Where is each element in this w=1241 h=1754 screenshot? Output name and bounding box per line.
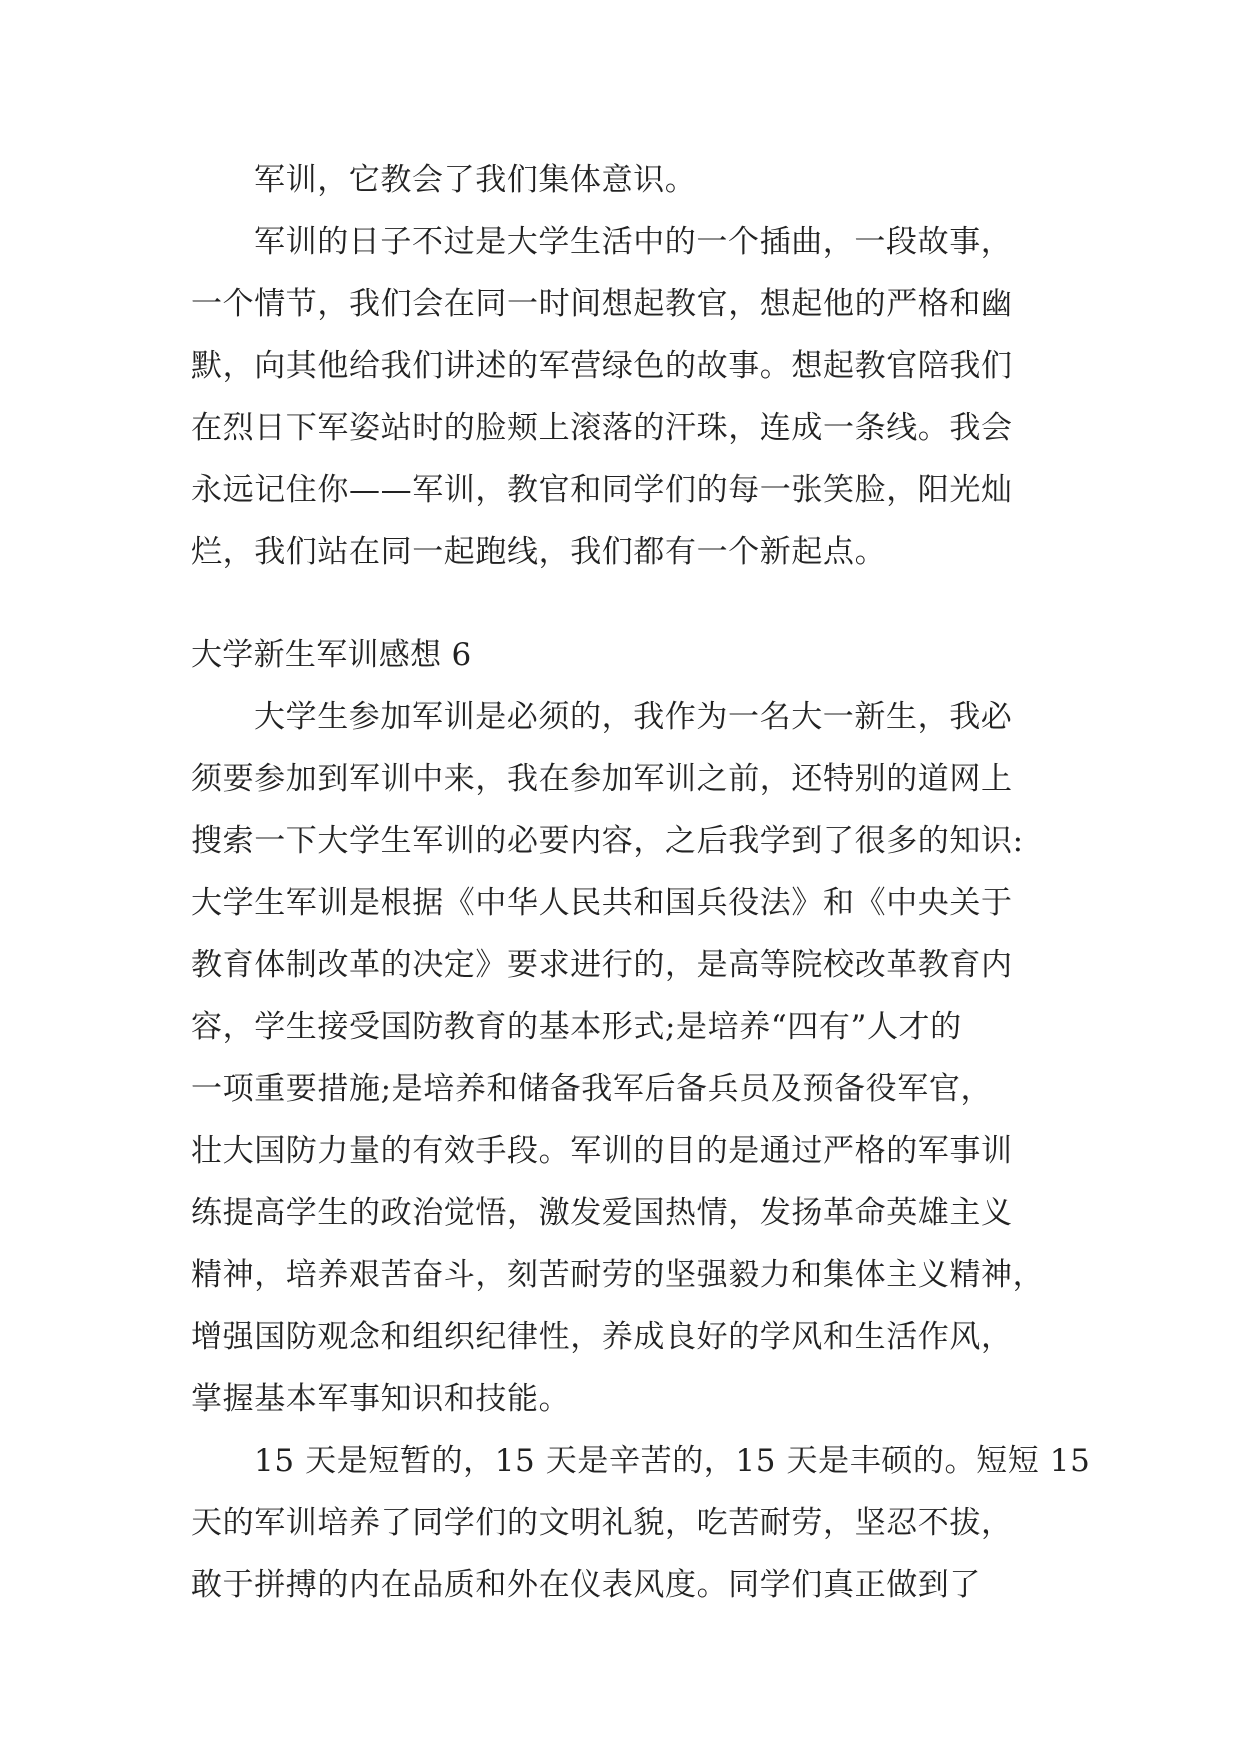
paragraph-2-line-2: 一个情节，我们会在同一时间想起教官，想起他的严格和幽: [191, 286, 1013, 322]
paragraph-2-line-6: 烂，我们站在同一起跑线，我们都有一个新起点。: [191, 534, 887, 570]
paragraph-3-line-12: 掌握基本军事知识和技能。: [191, 1381, 571, 1417]
paragraph-2-line-5: 永远记住你——军训，教官和同学们的每一张笑脸，阳光灿: [191, 472, 1013, 508]
paragraph-2-line-3: 默，向其他给我们讲述的军营绿色的故事。想起教官陪我们: [191, 348, 1013, 384]
paragraph-3-line-4: 大学生军训是根据《中华人民共和国兵役法》和《中央关于: [191, 885, 1013, 921]
paragraph-3-line-6: 容，学生接受国防教育的基本形式;是培养“四有”人才的: [191, 1009, 962, 1045]
paragraph-2-line-1: 军训的日子不过是大学生活中的一个插曲，一段故事，: [254, 224, 1013, 260]
paragraph-3-line-9: 练提高学生的政治觉悟，激发爱国热情，发扬革命英雄主义: [191, 1195, 1013, 1231]
paragraph-4-line-1: 15 天是短暂的，15 天是辛苦的，15 天是丰硕的。短短 15: [254, 1443, 1091, 1479]
section-heading: 大学新生军训感想 6: [191, 637, 472, 673]
paragraph-3-line-3: 搜索一下大学生军训的必要内容，之后我学到了很多的知识:: [191, 823, 1024, 859]
paragraph-3-line-11: 增强国防观念和组织纪律性，养成良好的学风和生活作风，: [191, 1319, 1013, 1355]
paragraph-2-line-4: 在烈日下军姿站时的脸颊上滚落的汗珠，连成一条线。我会: [191, 410, 1013, 446]
paragraph-1-line-1: 军训，它教会了我们集体意识。: [254, 162, 697, 198]
paragraph-3-line-8: 壮大国防力量的有效手段。军训的目的是通过严格的军事训: [191, 1133, 1013, 1169]
paragraph-3-line-1: 大学生参加军训是必须的，我作为一名大一新生，我必: [254, 699, 1013, 735]
paragraph-4-line-2: 天的军训培养了同学们的文明礼貌，吃苦耐劳，坚忍不拔，: [191, 1505, 1013, 1541]
paragraph-4-line-3: 敢于拼搏的内在品质和外在仪表风度。同学们真正做到了: [191, 1567, 981, 1603]
paragraph-3-line-2: 须要参加到军训中来，我在参加军训之前，还特别的道网上: [191, 761, 1013, 797]
paragraph-3-line-5: 教育体制改革的决定》要求进行的，是高等院校改革教育内: [191, 947, 1013, 983]
paragraph-3-line-7: 一项重要措施;是培养和储备我军后备兵员及预备役军官，: [191, 1071, 993, 1107]
paragraph-3-line-10: 精神，培养艰苦奋斗，刻苦耐劳的坚强毅力和集体主义精神，: [191, 1257, 1045, 1293]
